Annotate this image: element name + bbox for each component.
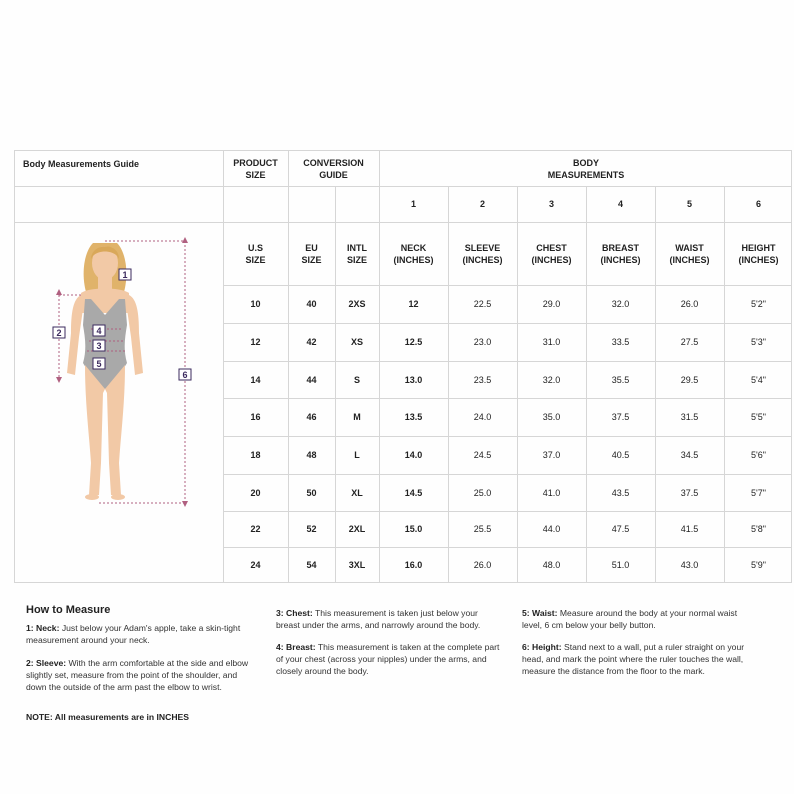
us-size-cell: 16 — [250, 412, 261, 422]
marker-2: 2 — [56, 328, 62, 338]
measurement-number-5: 5 — [686, 199, 692, 209]
how-to-chest: 3: Chest: This measurement is taken just below your breast under the arms, and narrowly around the body. — [276, 608, 481, 630]
measurement-number-1: 1 — [410, 199, 416, 209]
how-to-waist: 5: Waist: Measure around the body at your normal waist level, 6 cm below your belly button. — [522, 608, 738, 630]
us-size-cell: 12 — [250, 337, 261, 347]
us-size-cell: 10 — [250, 299, 261, 309]
chest-cell: 48.0 — [542, 560, 561, 570]
breast-cell: 32.0 — [611, 299, 630, 309]
waist-cell: 34.5 — [680, 450, 699, 460]
us-size-header: U.S SIZE — [245, 242, 266, 265]
neck-cell: 13.5 — [404, 412, 423, 422]
body-measurements-header: BODY MEASUREMENTS — [547, 157, 625, 180]
breast-cell: 47.5 — [611, 524, 630, 534]
eu-size-cell: 46 — [306, 412, 317, 422]
neck-cell: 12 — [408, 299, 419, 309]
measurement-column-header: BREAST (INCHES) — [600, 242, 641, 265]
eu-size-cell: 40 — [306, 299, 317, 309]
breast-cell: 33.5 — [611, 337, 630, 347]
height-cell: 5'3" — [751, 337, 766, 347]
measurement-column-header: WAIST (INCHES) — [669, 242, 710, 265]
height-cell: 5'2" — [751, 299, 766, 309]
figure-body — [67, 243, 143, 500]
us-size-cell: 20 — [250, 487, 261, 498]
waist-cell: 43.0 — [680, 560, 699, 570]
intl-size-cell: L — [354, 450, 360, 460]
measurement-number-6: 6 — [755, 199, 761, 209]
intl-size-cell: 3XL — [348, 560, 366, 570]
measurement-number-2: 2 — [479, 199, 485, 209]
chest-cell: 31.0 — [542, 337, 561, 347]
intl-size-cell: M — [353, 412, 361, 422]
us-size-cell: 24 — [250, 560, 261, 570]
how-to-title: How to Measure — [26, 604, 111, 616]
how-to-sleeve: 2: Sleeve: With the arm comfortable at the side and elbow slightly set, measure from the point of the shoulder, and down the outside of the arm past the elbow to wrist. — [26, 658, 249, 692]
eu-size-cell: 48 — [306, 450, 317, 460]
size-chart-table — [14, 150, 792, 583]
how-to-height: 6: Height: Stand next to a wall, put a ruler straight on your head, and mark the point where the ruler touches the wall, measure the distance from the floor to the mark. — [522, 642, 745, 676]
height-cell: 5'5" — [751, 412, 766, 422]
product-size-header: PRODUCT SIZE — [233, 157, 278, 180]
marker-3: 3 — [96, 341, 102, 351]
breast-cell: 37.5 — [611, 412, 630, 422]
intl-size-cell: S — [353, 374, 360, 385]
marker-5: 5 — [96, 359, 102, 369]
eu-size-cell: 52 — [306, 524, 317, 534]
neck-cell: 12.5 — [404, 337, 423, 347]
marker-1: 1 — [122, 270, 128, 280]
sleeve-cell: 22.5 — [473, 299, 492, 309]
conversion-guide-header: CONVERSION GUIDE — [303, 157, 364, 180]
measurement-note: NOTE: All measurements are in INCHES — [26, 712, 190, 722]
sleeve-cell: 25.5 — [473, 524, 492, 534]
marker-6: 6 — [182, 370, 188, 380]
intl-size-cell: XS — [350, 337, 363, 347]
us-size-cell: 22 — [250, 524, 261, 534]
chest-cell: 32.0 — [542, 374, 561, 385]
waist-cell: 29.5 — [680, 374, 699, 385]
us-size-cell: 18 — [250, 450, 261, 460]
measurement-number-3: 3 — [548, 199, 554, 209]
arrow-up-icon — [182, 237, 188, 243]
intl-size-cell: XL — [351, 487, 363, 498]
neck-cell: 14.5 — [404, 487, 423, 498]
measurement-number-4: 4 — [617, 199, 623, 209]
measurement-column-header: SLEEVE (INCHES) — [462, 242, 503, 265]
chest-cell: 29.0 — [542, 299, 561, 309]
waist-cell: 27.5 — [680, 337, 699, 347]
eu-size-header: EU SIZE — [301, 242, 322, 265]
sleeve-cell: 26.0 — [473, 560, 492, 570]
waist-cell: 26.0 — [680, 299, 699, 309]
body-figure-illustration — [45, 233, 215, 523]
sleeve-cell: 24.0 — [473, 412, 492, 422]
eu-size-cell: 42 — [306, 337, 317, 347]
waist-cell: 31.5 — [680, 412, 699, 422]
intl-size-cell: 2XL — [348, 524, 366, 534]
sleeve-cell: 24.5 — [473, 450, 492, 460]
us-size-cell: 14 — [250, 374, 261, 385]
marker-4: 4 — [96, 326, 102, 336]
measurement-column-header: CHEST (INCHES) — [531, 242, 572, 265]
how-to-neck: 1: Neck: Just below your Adam's apple, take a skin-tight measurement around your neck. — [26, 623, 241, 645]
neck-cell: 14.0 — [404, 450, 423, 460]
chest-cell: 41.0 — [542, 487, 561, 498]
neck-cell: 13.0 — [404, 374, 423, 385]
eu-size-cell: 50 — [306, 487, 317, 498]
height-cell: 5'6" — [751, 450, 766, 460]
intl-size-cell: 2XS — [348, 299, 366, 309]
sleeve-cell: 23.0 — [473, 337, 492, 347]
waist-cell: 37.5 — [680, 487, 699, 498]
chest-cell: 37.0 — [542, 450, 561, 460]
breast-cell: 51.0 — [611, 560, 630, 570]
chart-title: Body Measurements Guide — [23, 159, 140, 169]
measurement-column-header: NECK (INCHES) — [393, 242, 434, 265]
neck-cell: 16.0 — [404, 560, 423, 570]
chest-cell: 35.0 — [542, 412, 561, 422]
arrow-down-icon — [56, 377, 62, 383]
sleeve-cell: 25.0 — [473, 487, 492, 498]
height-cell: 5'8" — [751, 524, 766, 534]
measurement-column-header: HEIGHT (INCHES) — [738, 242, 779, 265]
neck-cell: 15.0 — [404, 524, 423, 534]
height-cell: 5'9" — [751, 560, 766, 570]
height-cell: 5'4" — [751, 374, 766, 385]
arrow-up-icon — [56, 289, 62, 295]
breast-cell: 35.5 — [611, 374, 630, 385]
eu-size-cell: 54 — [306, 560, 317, 570]
sleeve-cell: 23.5 — [473, 374, 492, 385]
breast-cell: 40.5 — [611, 450, 630, 460]
arrow-down-icon — [182, 501, 188, 507]
breast-cell: 43.5 — [611, 487, 630, 498]
height-cell: 5'7" — [751, 487, 766, 498]
how-to-breast: 4: Breast: This measurement is taken at the complete part of your chest (across your nipples) under the arms, and closely around the body. — [276, 642, 500, 676]
eu-size-cell: 44 — [306, 374, 317, 385]
chest-cell: 44.0 — [542, 524, 561, 534]
waist-cell: 41.5 — [680, 524, 699, 534]
intl-size-header: INTL SIZE — [346, 242, 367, 265]
